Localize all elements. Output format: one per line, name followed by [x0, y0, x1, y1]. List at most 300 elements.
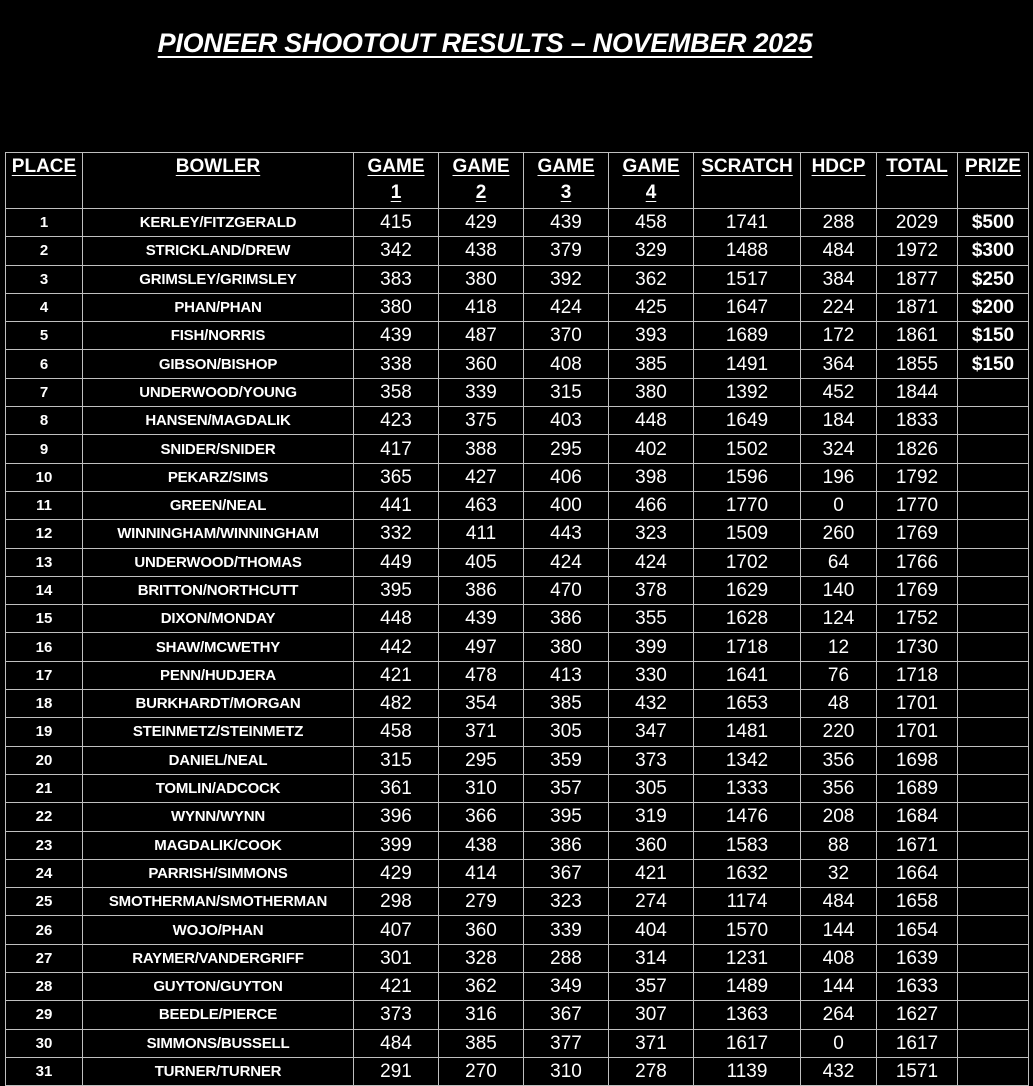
game-1-cell: 383	[354, 265, 439, 293]
bowler-cell: GIBSON/BISHOP	[83, 350, 354, 378]
place-cell: 20	[6, 746, 83, 774]
scratch-cell: 1596	[694, 463, 801, 491]
table-row	[6, 916, 1029, 944]
table-body	[6, 209, 1029, 1086]
prize-cell	[958, 746, 1029, 774]
game-2-cell: 427	[439, 463, 524, 491]
header-game-3: GAME 3	[524, 153, 609, 209]
hdcp-cell: 184	[801, 407, 877, 435]
bowler-cell: STRICKLAND/DREW	[83, 237, 354, 265]
table-row	[6, 491, 1029, 519]
scratch-cell: 1628	[694, 605, 801, 633]
game-2-cell: 478	[439, 661, 524, 689]
scratch-cell: 1641	[694, 661, 801, 689]
game-1-cell: 298	[354, 888, 439, 916]
game-2-cell: 371	[439, 718, 524, 746]
game-4-cell: 314	[609, 944, 694, 972]
scratch-cell: 1502	[694, 435, 801, 463]
total-cell: 1664	[877, 859, 958, 887]
bowler-cell: BEEDLE/PIERCE	[83, 1001, 354, 1029]
place-cell: 2	[6, 237, 83, 265]
place-cell: 3	[6, 265, 83, 293]
bowler-cell: MAGDALIK/COOK	[83, 831, 354, 859]
bowler-cell: HANSEN/MAGDALIK	[83, 407, 354, 435]
table-row	[6, 407, 1029, 435]
place-cell: 4	[6, 293, 83, 321]
game-3-cell: 408	[524, 350, 609, 378]
game-3-cell: 339	[524, 916, 609, 944]
game-4-cell: 432	[609, 690, 694, 718]
game-1-cell: 423	[354, 407, 439, 435]
table-row	[6, 322, 1029, 350]
hdcp-cell: 32	[801, 859, 877, 887]
hdcp-cell: 144	[801, 973, 877, 1001]
game-4-cell: 319	[609, 803, 694, 831]
game-2-cell: 380	[439, 265, 524, 293]
game-1-cell: 338	[354, 350, 439, 378]
prize-cell: $150	[958, 322, 1029, 350]
game-4-cell: 307	[609, 1001, 694, 1029]
hdcp-cell: 144	[801, 916, 877, 944]
prize-cell	[958, 1001, 1029, 1029]
place-cell: 5	[6, 322, 83, 350]
game-2-cell: 386	[439, 576, 524, 604]
game-1-cell: 415	[354, 209, 439, 237]
game-3-cell: 359	[524, 746, 609, 774]
place-cell: 15	[6, 605, 83, 633]
game-3-cell: 406	[524, 463, 609, 491]
prize-cell	[958, 378, 1029, 406]
header-game-2: GAME 2	[439, 153, 524, 209]
place-cell: 24	[6, 859, 83, 887]
table-row	[6, 548, 1029, 576]
prize-cell	[958, 633, 1029, 661]
game-4-cell: 323	[609, 520, 694, 548]
bowler-cell: TOMLIN/ADCOCK	[83, 774, 354, 802]
game-2-cell: 328	[439, 944, 524, 972]
hdcp-cell: 88	[801, 831, 877, 859]
table-row	[6, 293, 1029, 321]
game-3-cell: 323	[524, 888, 609, 916]
game-3-cell: 377	[524, 1029, 609, 1057]
place-cell: 10	[6, 463, 83, 491]
game-2-cell: 270	[439, 1057, 524, 1085]
hdcp-cell: 0	[801, 491, 877, 519]
place-cell: 26	[6, 916, 83, 944]
hdcp-cell: 432	[801, 1057, 877, 1085]
scratch-cell: 1718	[694, 633, 801, 661]
scratch-cell: 1476	[694, 803, 801, 831]
game-2-cell: 439	[439, 605, 524, 633]
table-row	[6, 831, 1029, 859]
game-3-cell: 310	[524, 1057, 609, 1085]
place-cell: 23	[6, 831, 83, 859]
table-row	[6, 378, 1029, 406]
place-cell: 8	[6, 407, 83, 435]
scratch-cell: 1488	[694, 237, 801, 265]
hdcp-cell: 140	[801, 576, 877, 604]
hdcp-cell: 0	[801, 1029, 877, 1057]
game-1-cell: 417	[354, 435, 439, 463]
total-cell: 1701	[877, 690, 958, 718]
table-row	[6, 944, 1029, 972]
game-4-cell: 380	[609, 378, 694, 406]
game-1-cell: 395	[354, 576, 439, 604]
bowler-cell: SMOTHERMAN/SMOTHERMAN	[83, 888, 354, 916]
hdcp-cell: 48	[801, 690, 877, 718]
bowler-cell: RAYMER/VANDERGRIFF	[83, 944, 354, 972]
hdcp-cell: 264	[801, 1001, 877, 1029]
game-2-cell: 497	[439, 633, 524, 661]
table-row	[6, 774, 1029, 802]
place-cell: 9	[6, 435, 83, 463]
prize-cell: $300	[958, 237, 1029, 265]
game-3-cell: 357	[524, 774, 609, 802]
place-cell: 13	[6, 548, 83, 576]
table-row	[6, 576, 1029, 604]
scratch-cell: 1517	[694, 265, 801, 293]
table-row	[6, 463, 1029, 491]
scratch-cell: 1231	[694, 944, 801, 972]
bowler-cell: WINNINGHAM/WINNINGHAM	[83, 520, 354, 548]
scratch-cell: 1392	[694, 378, 801, 406]
table-row	[6, 888, 1029, 916]
game-1-cell: 407	[354, 916, 439, 944]
place-cell: 14	[6, 576, 83, 604]
prize-cell: $250	[958, 265, 1029, 293]
game-2-cell: 339	[439, 378, 524, 406]
bowler-cell: GUYTON/GUYTON	[83, 973, 354, 1001]
game-4-cell: 371	[609, 1029, 694, 1057]
prize-cell	[958, 435, 1029, 463]
game-2-cell: 360	[439, 916, 524, 944]
bowler-cell: DIXON/MONDAY	[83, 605, 354, 633]
prize-cell	[958, 973, 1029, 1001]
game-2-cell: 375	[439, 407, 524, 435]
game-4-cell: 362	[609, 265, 694, 293]
prize-cell	[958, 916, 1029, 944]
header-prize: PRIZE	[958, 153, 1029, 209]
scratch-cell: 1702	[694, 548, 801, 576]
scratch-cell: 1741	[694, 209, 801, 237]
prize-cell	[958, 888, 1029, 916]
scratch-cell: 1629	[694, 576, 801, 604]
game-2-cell: 388	[439, 435, 524, 463]
game-4-cell: 378	[609, 576, 694, 604]
game-4-cell: 399	[609, 633, 694, 661]
game-3-cell: 424	[524, 548, 609, 576]
header-game-1: GAME 1	[354, 153, 439, 209]
scratch-cell: 1649	[694, 407, 801, 435]
hdcp-cell: 196	[801, 463, 877, 491]
game-4-cell: 398	[609, 463, 694, 491]
place-cell: 30	[6, 1029, 83, 1057]
place-cell: 7	[6, 378, 83, 406]
bowler-cell: GRIMSLEY/GRIMSLEY	[83, 265, 354, 293]
game-2-cell: 414	[439, 859, 524, 887]
table-row	[6, 605, 1029, 633]
hdcp-cell: 220	[801, 718, 877, 746]
total-cell: 1766	[877, 548, 958, 576]
game-1-cell: 482	[354, 690, 439, 718]
prize-cell	[958, 859, 1029, 887]
hdcp-cell: 172	[801, 322, 877, 350]
bowler-cell: KERLEY/FITZGERALD	[83, 209, 354, 237]
game-1-cell: 315	[354, 746, 439, 774]
bowler-cell: BURKHARDT/MORGAN	[83, 690, 354, 718]
hdcp-cell: 208	[801, 803, 877, 831]
game-3-cell: 395	[524, 803, 609, 831]
bowler-cell: TURNER/TURNER	[83, 1057, 354, 1085]
table-row	[6, 520, 1029, 548]
total-cell: 1718	[877, 661, 958, 689]
total-cell: 1826	[877, 435, 958, 463]
header-hdcp: HDCP	[801, 153, 877, 209]
game-3-cell: 370	[524, 322, 609, 350]
place-cell: 27	[6, 944, 83, 972]
total-cell: 1752	[877, 605, 958, 633]
game-2-cell: 418	[439, 293, 524, 321]
total-cell: 1769	[877, 576, 958, 604]
table-row	[6, 237, 1029, 265]
table-row	[6, 633, 1029, 661]
header-place: PLACE	[6, 153, 83, 209]
hdcp-cell: 76	[801, 661, 877, 689]
header-scratch: SCRATCH	[694, 153, 801, 209]
total-cell: 1769	[877, 520, 958, 548]
game-2-cell: 360	[439, 350, 524, 378]
table-row	[6, 718, 1029, 746]
game-1-cell: 361	[354, 774, 439, 802]
game-3-cell: 392	[524, 265, 609, 293]
place-cell: 21	[6, 774, 83, 802]
table-row	[6, 1057, 1029, 1085]
place-cell: 22	[6, 803, 83, 831]
game-1-cell: 421	[354, 973, 439, 1001]
game-3-cell: 400	[524, 491, 609, 519]
game-1-cell: 342	[354, 237, 439, 265]
scratch-cell: 1632	[694, 859, 801, 887]
game-4-cell: 357	[609, 973, 694, 1001]
prize-cell	[958, 661, 1029, 689]
game-3-cell: 315	[524, 378, 609, 406]
place-cell: 31	[6, 1057, 83, 1085]
table-row	[6, 209, 1029, 237]
game-1-cell: 380	[354, 293, 439, 321]
game-2-cell: 295	[439, 746, 524, 774]
game-3-cell: 385	[524, 690, 609, 718]
table-row	[6, 690, 1029, 718]
hdcp-cell: 356	[801, 774, 877, 802]
game-3-cell: 386	[524, 605, 609, 633]
table-row	[6, 350, 1029, 378]
game-3-cell: 367	[524, 859, 609, 887]
bowler-cell: SNIDER/SNIDER	[83, 435, 354, 463]
place-cell: 29	[6, 1001, 83, 1029]
hdcp-cell: 364	[801, 350, 877, 378]
hdcp-cell: 124	[801, 605, 877, 633]
bowler-cell: BRITTON/NORTHCUTT	[83, 576, 354, 604]
game-4-cell: 424	[609, 548, 694, 576]
hdcp-cell: 452	[801, 378, 877, 406]
game-1-cell: 442	[354, 633, 439, 661]
hdcp-cell: 12	[801, 633, 877, 661]
game-4-cell: 402	[609, 435, 694, 463]
hdcp-cell: 64	[801, 548, 877, 576]
prize-cell: $200	[958, 293, 1029, 321]
game-4-cell: 421	[609, 859, 694, 887]
prize-cell	[958, 463, 1029, 491]
scratch-cell: 1583	[694, 831, 801, 859]
game-4-cell: 466	[609, 491, 694, 519]
table-row	[6, 859, 1029, 887]
game-3-cell: 295	[524, 435, 609, 463]
place-cell: 28	[6, 973, 83, 1001]
table-row	[6, 1029, 1029, 1057]
page-title: PIONEER SHOOTOUT RESULTS – NOVEMBER 2025	[157, 28, 813, 58]
place-cell: 18	[6, 690, 83, 718]
game-4-cell: 425	[609, 293, 694, 321]
total-cell: 1871	[877, 293, 958, 321]
bowler-cell: WYNN/WYNN	[83, 803, 354, 831]
scratch-cell: 1770	[694, 491, 801, 519]
game-4-cell: 393	[609, 322, 694, 350]
prize-cell	[958, 576, 1029, 604]
game-2-cell: 438	[439, 831, 524, 859]
game-2-cell: 429	[439, 209, 524, 237]
total-cell: 1639	[877, 944, 958, 972]
hdcp-cell: 384	[801, 265, 877, 293]
total-cell: 1770	[877, 491, 958, 519]
game-1-cell: 373	[354, 1001, 439, 1029]
game-2-cell: 354	[439, 690, 524, 718]
scratch-cell: 1653	[694, 690, 801, 718]
prize-cell: $500	[958, 209, 1029, 237]
game-4-cell: 404	[609, 916, 694, 944]
place-cell: 11	[6, 491, 83, 519]
total-cell: 1671	[877, 831, 958, 859]
scratch-cell: 1333	[694, 774, 801, 802]
total-cell: 1792	[877, 463, 958, 491]
game-2-cell: 487	[439, 322, 524, 350]
game-3-cell: 288	[524, 944, 609, 972]
total-cell: 1855	[877, 350, 958, 378]
game-3-cell: 367	[524, 1001, 609, 1029]
total-cell: 1633	[877, 973, 958, 1001]
prize-cell	[958, 605, 1029, 633]
table-header	[6, 153, 1029, 209]
total-cell: 1654	[877, 916, 958, 944]
game-1-cell: 291	[354, 1057, 439, 1085]
total-cell: 1877	[877, 265, 958, 293]
bowler-cell: UNDERWOOD/THOMAS	[83, 548, 354, 576]
table-row	[6, 746, 1029, 774]
game-2-cell: 279	[439, 888, 524, 916]
hdcp-cell: 260	[801, 520, 877, 548]
game-2-cell: 411	[439, 520, 524, 548]
hdcp-cell: 288	[801, 209, 877, 237]
bowler-cell: PHAN/PHAN	[83, 293, 354, 321]
game-3-cell: 439	[524, 209, 609, 237]
game-2-cell: 362	[439, 973, 524, 1001]
bowler-cell: SIMMONS/BUSSELL	[83, 1029, 354, 1057]
game-1-cell: 399	[354, 831, 439, 859]
game-4-cell: 329	[609, 237, 694, 265]
table-row	[6, 973, 1029, 1001]
prize-cell	[958, 548, 1029, 576]
game-4-cell: 458	[609, 209, 694, 237]
prize-cell	[958, 774, 1029, 802]
game-1-cell: 332	[354, 520, 439, 548]
scratch-cell: 1481	[694, 718, 801, 746]
game-3-cell: 305	[524, 718, 609, 746]
game-1-cell: 441	[354, 491, 439, 519]
table-row	[6, 435, 1029, 463]
game-3-cell: 424	[524, 293, 609, 321]
game-1-cell: 429	[354, 859, 439, 887]
game-1-cell: 448	[354, 605, 439, 633]
table-row	[6, 265, 1029, 293]
game-1-cell: 449	[354, 548, 439, 576]
total-cell: 1571	[877, 1057, 958, 1085]
prize-cell	[958, 831, 1029, 859]
game-4-cell: 305	[609, 774, 694, 802]
scratch-cell: 1139	[694, 1057, 801, 1085]
game-4-cell: 448	[609, 407, 694, 435]
place-cell: 19	[6, 718, 83, 746]
game-1-cell: 396	[354, 803, 439, 831]
game-4-cell: 347	[609, 718, 694, 746]
game-3-cell: 386	[524, 831, 609, 859]
bowler-cell: UNDERWOOD/YOUNG	[83, 378, 354, 406]
scratch-cell: 1689	[694, 322, 801, 350]
place-cell: 6	[6, 350, 83, 378]
bowler-cell: PARRISH/SIMMONS	[83, 859, 354, 887]
bowler-cell: PENN/HUDJERA	[83, 661, 354, 689]
game-4-cell: 355	[609, 605, 694, 633]
game-3-cell: 443	[524, 520, 609, 548]
scratch-cell: 1509	[694, 520, 801, 548]
hdcp-cell: 224	[801, 293, 877, 321]
game-3-cell: 380	[524, 633, 609, 661]
game-2-cell: 438	[439, 237, 524, 265]
game-3-cell: 413	[524, 661, 609, 689]
total-cell: 1730	[877, 633, 958, 661]
game-1-cell: 458	[354, 718, 439, 746]
table-row	[6, 661, 1029, 689]
total-cell: 1972	[877, 237, 958, 265]
bowler-cell: PEKARZ/SIMS	[83, 463, 354, 491]
bowler-cell: WOJO/PHAN	[83, 916, 354, 944]
table-row	[6, 803, 1029, 831]
game-1-cell: 421	[354, 661, 439, 689]
prize-cell	[958, 718, 1029, 746]
game-4-cell: 274	[609, 888, 694, 916]
game-4-cell: 360	[609, 831, 694, 859]
game-3-cell: 379	[524, 237, 609, 265]
bowler-cell: GREEN/NEAL	[83, 491, 354, 519]
game-4-cell: 330	[609, 661, 694, 689]
game-3-cell: 403	[524, 407, 609, 435]
scratch-cell: 1491	[694, 350, 801, 378]
game-1-cell: 484	[354, 1029, 439, 1057]
total-cell: 1689	[877, 774, 958, 802]
total-cell: 1617	[877, 1029, 958, 1057]
hdcp-cell: 484	[801, 237, 877, 265]
scratch-cell: 1342	[694, 746, 801, 774]
game-4-cell: 278	[609, 1057, 694, 1085]
scratch-cell: 1617	[694, 1029, 801, 1057]
